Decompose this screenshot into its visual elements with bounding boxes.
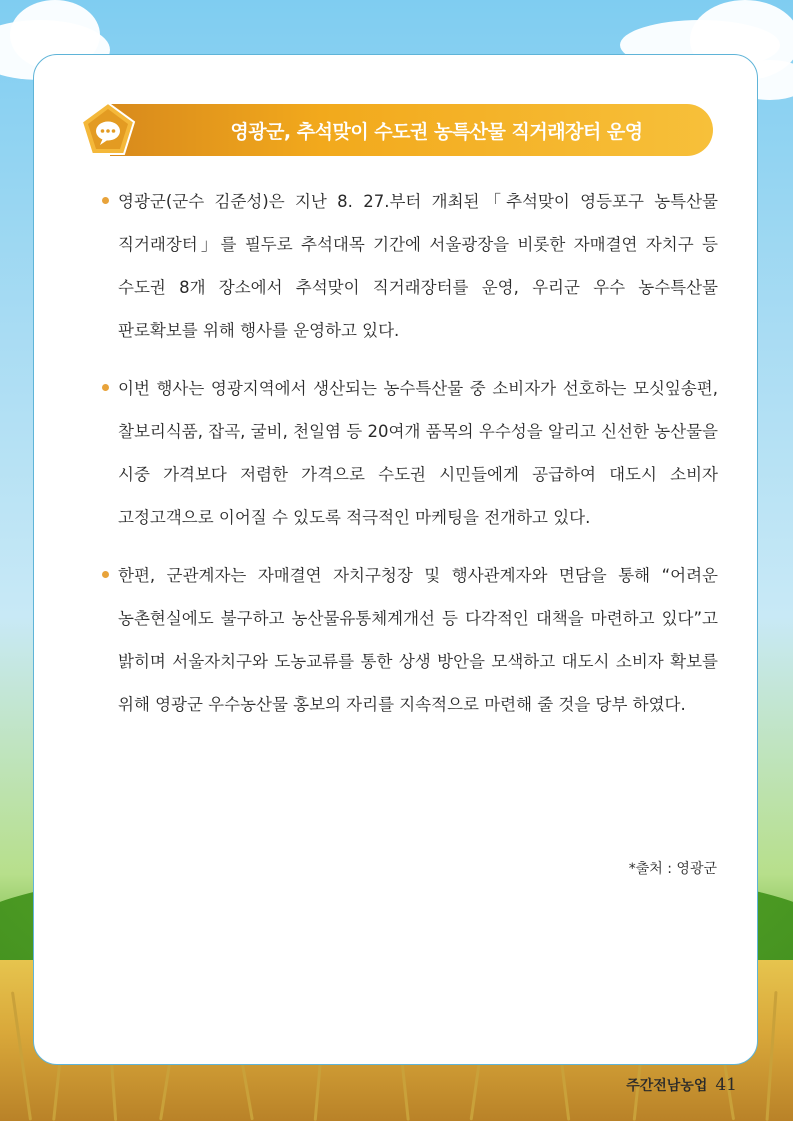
speech-bubble-icon xyxy=(79,101,137,159)
title-bar xyxy=(110,104,713,156)
paragraph xyxy=(100,554,718,726)
paragraph-text: 이번 행사는 영광지역에서 생산되는 농수특산물 중 소비자가 선호하는 모싯잎송편, 찰보리식품, 잡곡, 굴비, 천일염 등 20여개 품목의 우수성을 알리고 신선한 농산물을 시중 가격보다 저렴한 가격으로 수도권 시민들에게 공급하여 대도시 소비자 고정고객으로 이어질 수 있도록 적극적인 마케팅을 전개하고 있다. xyxy=(118,379,718,527)
bullet-dot xyxy=(102,384,109,391)
paragraph xyxy=(100,180,718,352)
page-title: 영광군, 추석맞이 수도권 농특산물 직거래장터 운영 xyxy=(230,120,643,143)
rice-stalk xyxy=(765,991,777,1121)
paragraph xyxy=(100,367,718,539)
rice-stalk xyxy=(11,991,32,1120)
page-number: 41 xyxy=(715,1075,737,1095)
article-body xyxy=(100,180,718,741)
bullet-dot xyxy=(102,197,109,204)
page-footer xyxy=(626,1075,737,1095)
bullet-dot xyxy=(102,571,109,578)
source-note: *출처 : 영광군 xyxy=(628,861,717,877)
paragraph-text: 영광군(군수 김준성)은 지난 8. 27.부터 개최된「추석맞이 영등포구 농특산물 직거래장터」를 필두로 추석대목 기간에 서울광장을 비롯한 자매결연 자치구 등 수도권 8개 장소에서 추석맞이 직거래장터를 운영, 우리군 우수 농수특산물 판로확보를 위해 행사를 운영하고 있다. xyxy=(118,192,718,340)
publication-name: 주간전남농업 xyxy=(626,1078,708,1094)
paragraph-text: 한편, 군관계자는 자매결연 자치구청장 및 행사관계자와 면담을 통해 “어려운 농촌현실에도 불구하고 농산물유통체계개선 등 다각적인 대책을 마련하고 있다”고 밝히며 서울자치구와 도농교류를 통한 상생 방안을 모색하고 대도시 소비자 확보를 위해 영광군 우수농산물 홍보의 자리를 지속적으로 마련해 줄 것을 당부 하였다. xyxy=(118,566,718,714)
